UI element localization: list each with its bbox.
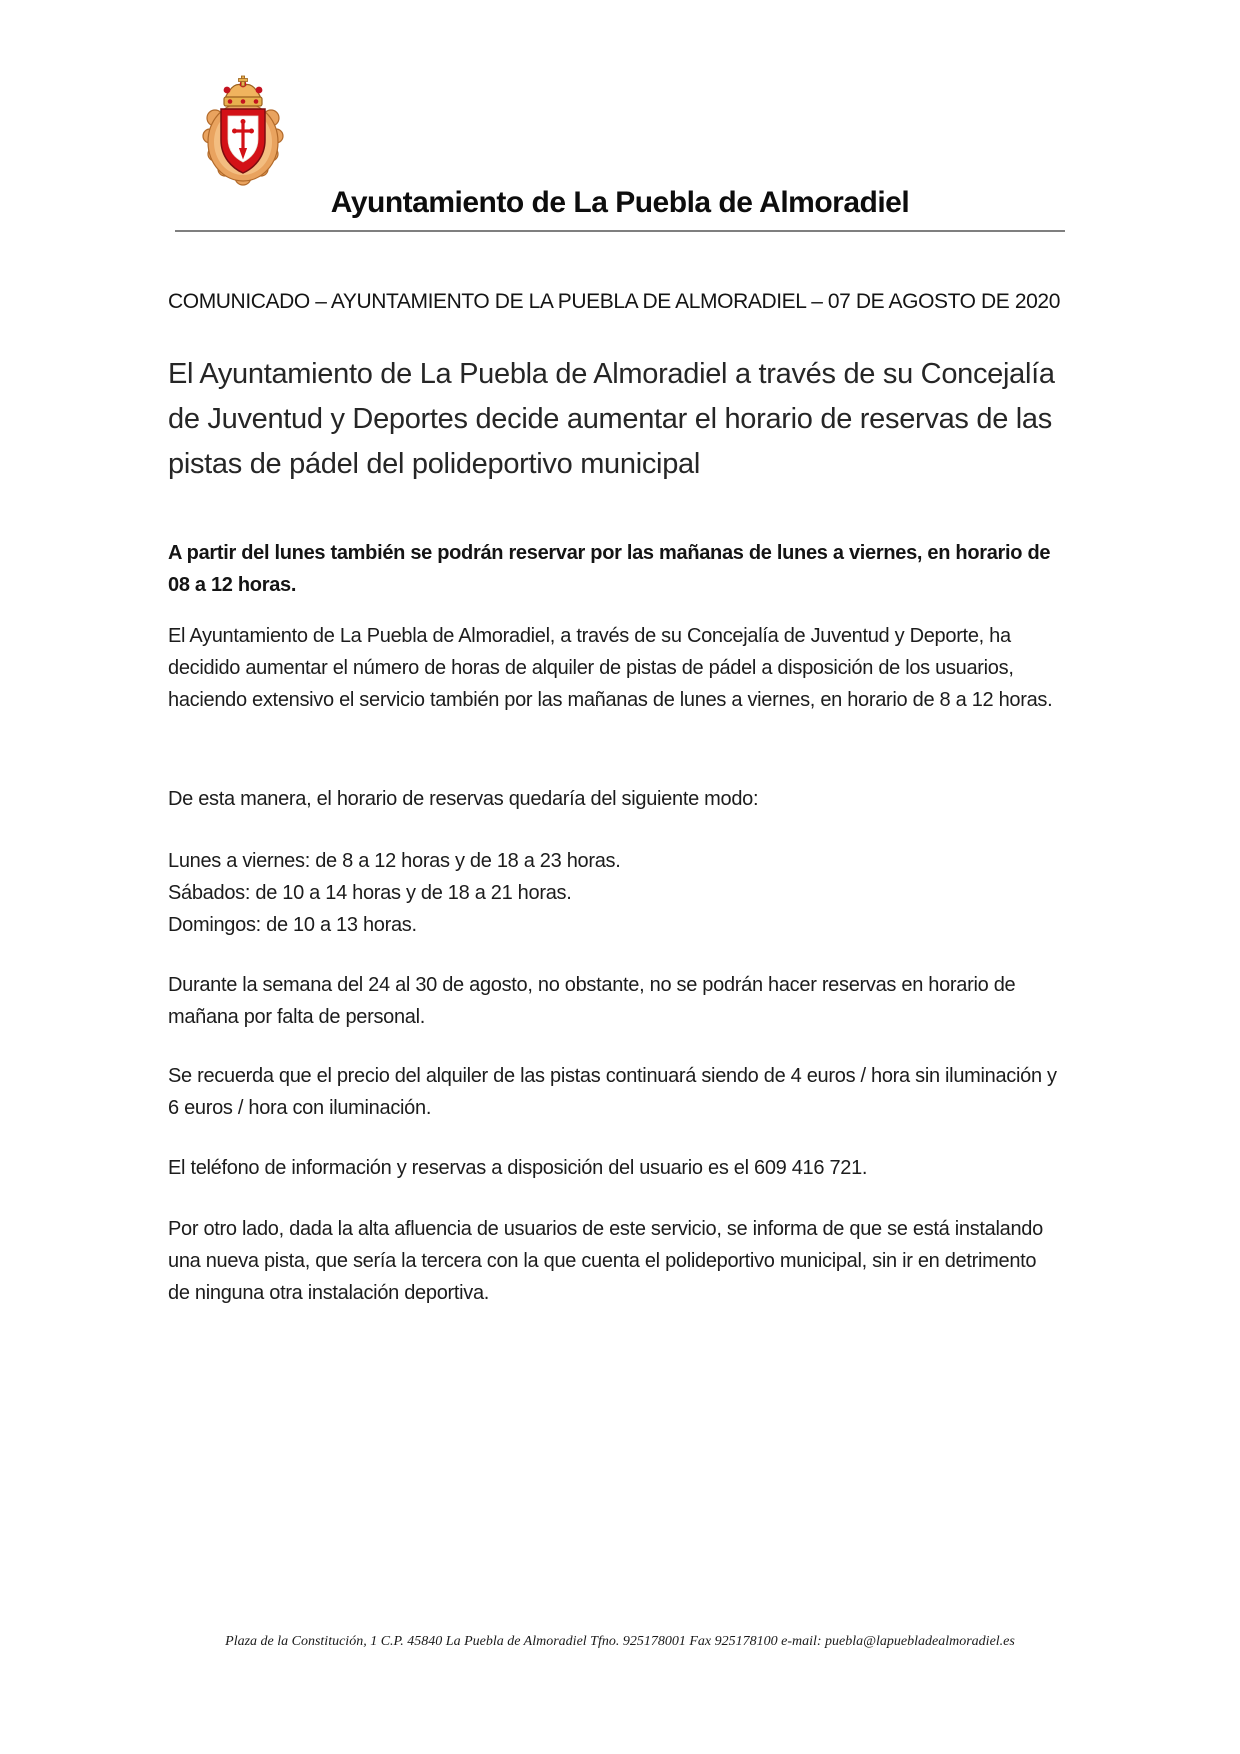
schedule-line-weekdays: Lunes a viernes: de 8 a 12 horas y de 18 a 23 horas. xyxy=(168,850,621,872)
coat-of-arms-icon xyxy=(198,72,288,188)
body-paragraph: Se recuerda que el precio del alquiler de las pistas continuará siendo de 4 euros / hora sin iluminación y 6 euros / hora con iluminación. xyxy=(168,1065,1057,1119)
body-paragraph: Durante la semana del 24 al 30 de agosto, no obstante, no se podrán hacer reservas en horario de mañana por falta de personal. xyxy=(168,974,1016,1028)
body-paragraph: El Ayuntamiento de La Puebla de Almoradiel, a través de su Concejalía de Juventud y Deporte, ha decidido aumentar el número de horas de alquiler de pistas de pádel a disposición de los usuarios, haciendo extensivo el servicio también por las mañanas de lunes a viernes, en horario de 8 a 12 horas. xyxy=(168,625,1053,711)
schedule-line-saturdays: Sábados: de 10 a 14 horas y de 18 a 21 horas. xyxy=(168,882,572,904)
schedule-line-sundays: Domingos: de 10 a 13 horas. xyxy=(168,914,417,936)
body-paragraph: Por otro lado, dada la alta afluencia de usuarios de este servicio, se informa de que se está instalando una nueva pista, que sería la tercera con la que cuenta el polideportivo municipal, sin ir en detrimento de ninguna otra instalación deportiva. xyxy=(168,1218,1043,1304)
header-divider xyxy=(175,230,1065,232)
letterhead-title: Ayuntamiento de La Puebla de Almoradiel xyxy=(330,186,910,219)
lead-paragraph: A partir del lunes también se podrán reservar por las mañanas de lunes a viernes, en horario de 08 a 12 horas. xyxy=(168,542,1051,596)
kicker-line: COMUNICADO – AYUNTAMIENTO DE LA PUEBLA DE ALMORADIEL – 07 DE AGOSTO DE 2020 xyxy=(168,290,1060,313)
body-paragraph: De esta manera, el horario de reservas quedaría del siguiente modo: xyxy=(168,788,759,810)
schedule-list xyxy=(168,845,1061,941)
body-paragraph: El teléfono de información y reservas a disposición del usuario es el 609 416 721. xyxy=(168,1157,868,1179)
footer-contact-line: Plaza de la Constitución, 1 C.P. 45840 La Puebla de Almoradiel Tfno. 925178001 Fax 925178100 e-mail: puebla@lapuebladealmoradiel.es xyxy=(225,1634,1015,1649)
headline: El Ayuntamiento de La Puebla de Almoradiel a través de su Concejalía de Juventud y Deportes decide aumentar el horario de reservas de las pistas de pádel del polideportivo municipal xyxy=(168,358,1055,480)
